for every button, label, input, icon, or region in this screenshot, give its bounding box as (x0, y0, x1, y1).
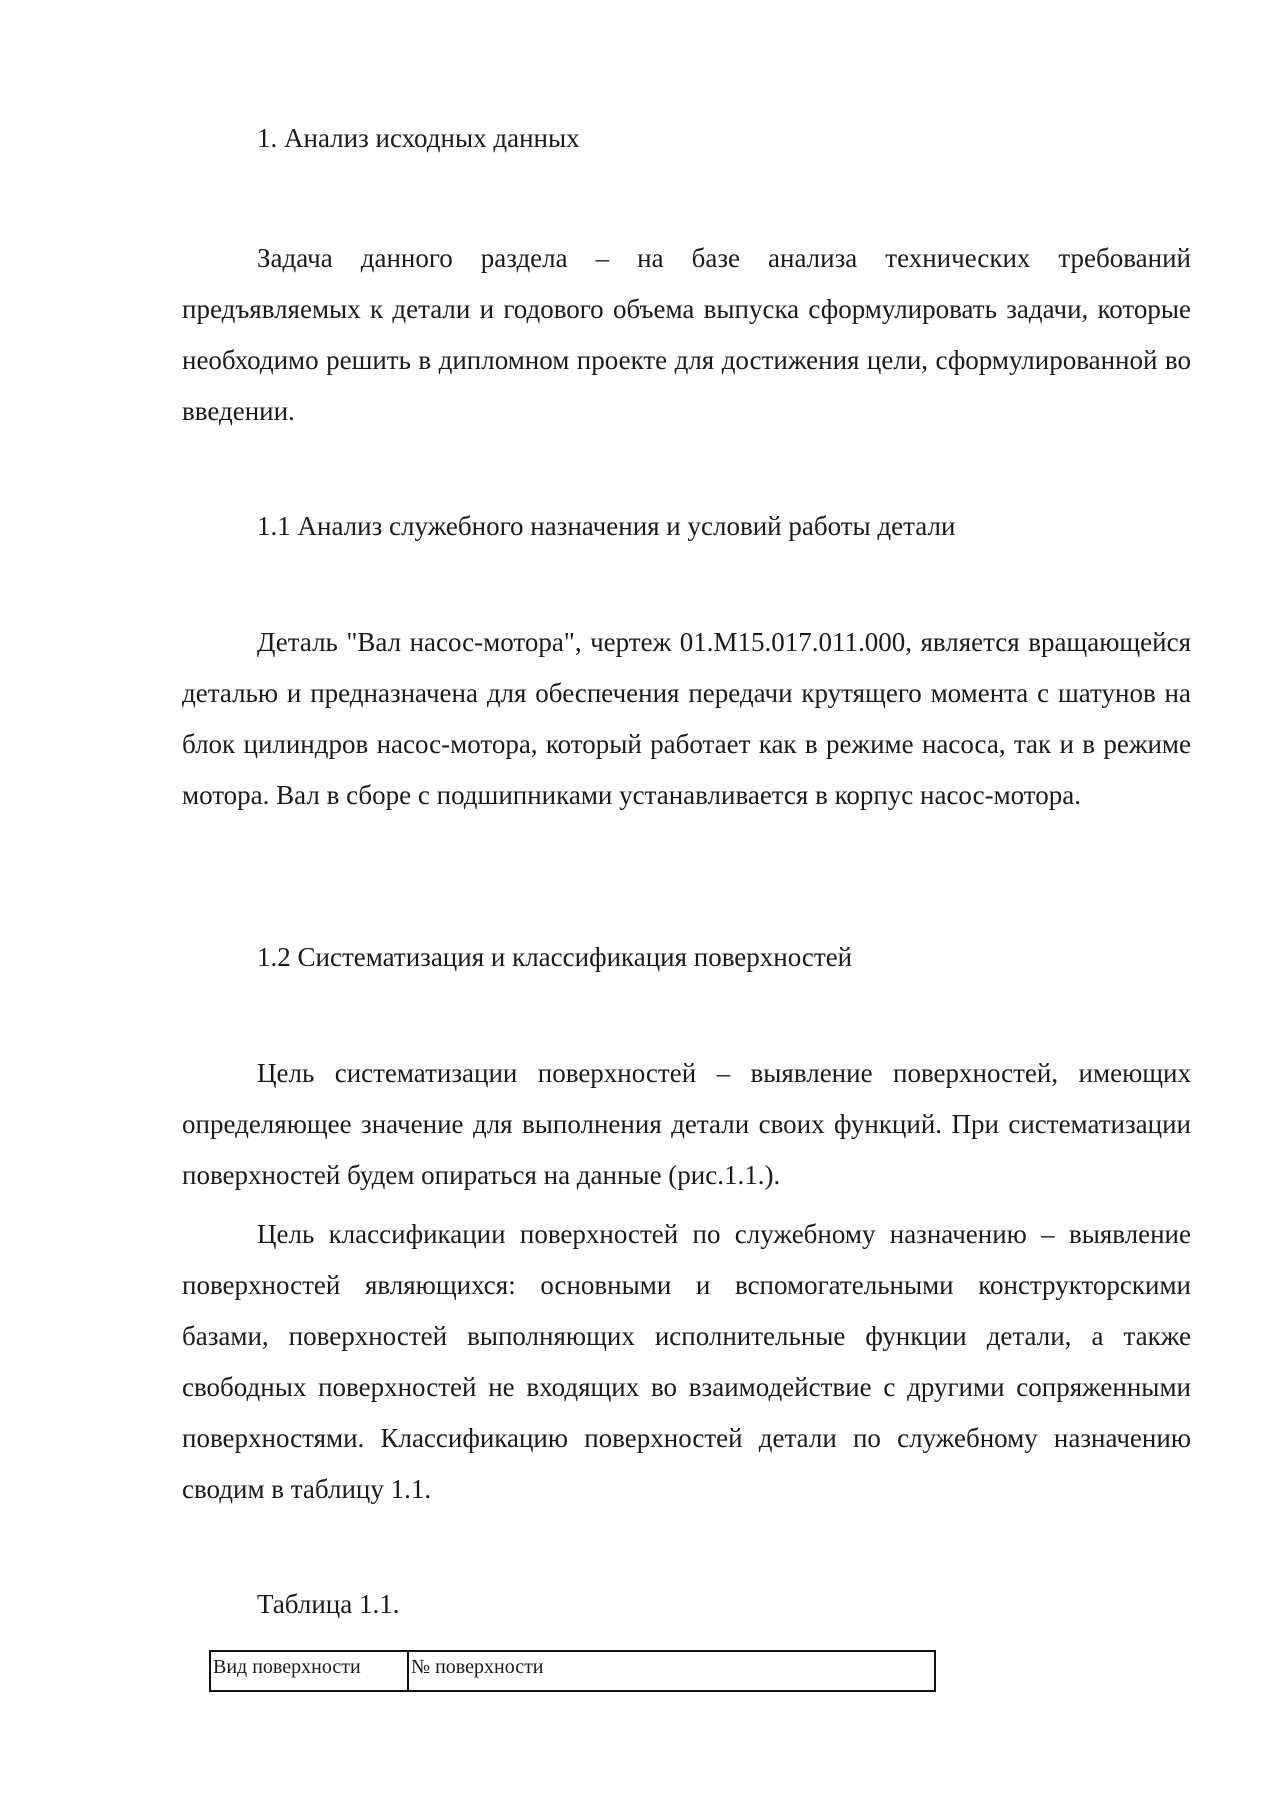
table-caption: Таблица 1.1. (257, 1589, 400, 1619)
table-header-row (210, 1651, 935, 1691)
surface-classification-table (209, 1650, 936, 1692)
table-header-surface-number: № поверхности (408, 1651, 935, 1691)
section-1-paragraph: Задача данного раздела – на базе анализа технических требований предъявляемых к детали и годового объема выпуска сформулировать задачи, которые необходимо решить в дипломном проекте для достижения цели, сформулированной во введении. (182, 243, 1191, 426)
section-1-2-heading: 1.2 Систематизация и классификация поверхностей (257, 942, 853, 972)
section-1-2-paragraph-1: Цель систематизации поверхностей – выявление поверхностей, имеющих определяющее значение для выполнения детали своих функций. При систематизации поверхностей будем опираться на данные (рис.1.1.). (182, 1058, 1191, 1190)
section-1-heading: 1. Анализ исходных данных (257, 123, 580, 153)
table-header-surface-type: Вид поверхности (210, 1651, 408, 1691)
section-1-2-paragraph-2: Цель классификации поверхностей по служебному назначению – выявление поверхностей являющихся: основными и вспомогательными конструкторскими базами, поверхностей выполняющих исполнительные функции детали, а также свободных поверхностей не входящих во взаимодействие с другими сопряженными поверхностями. Классификацию поверхностей детали по служебному назначению сводим в таблицу 1.1. (182, 1219, 1191, 1504)
section-1-1-heading: 1.1 Анализ служебного назначения и условий работы детали (257, 511, 956, 541)
section-1-1-paragraph: Деталь "Вал насос-мотора", чертеж 01.М15.017.011.000, является вращающейся деталью и предназначена для обеспечения передачи крутящего момента с шатунов на блок цилиндров насос-мотора, который работает как в режиме насоса, так и в режиме мотора. Вал в сборе с подшипниками устанавливается в корпус насос-мотора. (182, 627, 1191, 810)
